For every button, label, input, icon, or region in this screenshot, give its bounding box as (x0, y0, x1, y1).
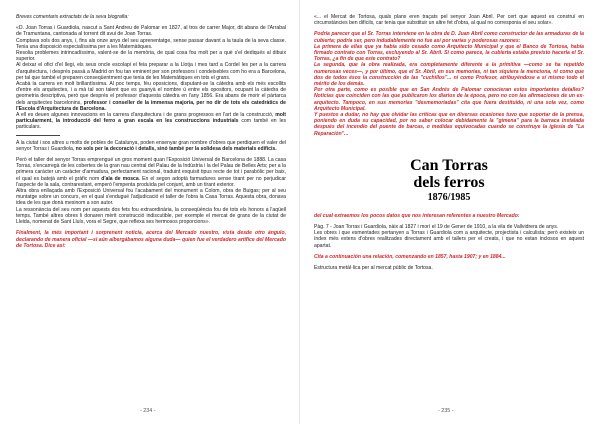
biography-paragraph-7-bold: no sols per la decoració i detalls, sinó també per la solidesa dels materials edificis. (75, 145, 277, 152)
excerpt-paragraph-3: Estructura metàl·lica per al mercat públic de Tortosa. (314, 265, 433, 272)
biography-paragraph-5 (16, 81, 286, 112)
right-page-number: - 235 - (438, 408, 454, 414)
commentary-red-7: Cita a continuación una relación, comenzando en 1857, hasta 1907; y en 1884... (314, 253, 506, 260)
biography-paragraph-8 (16, 157, 286, 188)
biography-paragraph-1: «D. Joan Torras i Guardiola, nascut a Sant Andreu de Palomar en 1827, al tros de carrer Major, dit abans de l'Arrabal de Tramuntana, cantonada al torrent dit avui de Joan Torras. (16, 25, 286, 38)
biography-paragraph-7 (16, 140, 286, 152)
left-page-number: - 234 - (140, 408, 156, 414)
biography-paragraph-5-bold: professor i conseller de la immensa majoria, per no dir de tots els catedràtics de l'Escola d'Arquitectura de Barcelona. (16, 99, 287, 112)
biography-paragraph-8-end: . En el segon adoptà farmadures sense tirant per no perjudicar l'aspecte de la sala, contrarestant, emperò l'empenta produïda pel conjunt, amb un tirant exterior. (16, 175, 286, 188)
right-page (300, 0, 600, 424)
book-title-line-1: Can Torras (410, 156, 488, 174)
final-remark-red: Finalment, la més important i sorprenent notícia, acerca del Mercado nuestro, vista desde otro ángulo, declarando de manera oficial —si aún albergábamos alguna duda— quien fue el verdadero artífice del Mercado de Tortosa. Dice así: (16, 230, 286, 249)
commentary-red-2: La primera de ellas que ya había sido cesado como Arquitecto Municipal y que el Banco de Tortosa, había firmado contrato con Torras, excluyendo al Sr. Abril. Si como parece, la cubierta estaba previsto hacerla el Sr. Torras, ¿a fin de que este contrato? (314, 43, 584, 63)
biography-paragraph-2: Comptava sols dos anys, i, fins als onze anys del seu aprenentatge, sense passar davant a la taula de la seva classe. Tenia una disposició especialíssima per a les Matemàtiques. (16, 37, 286, 50)
book-title-line-2: dels ferros (413, 173, 485, 191)
biography-paragraph-8-text: Però el taller del senyor Torras emprengué un gros moment quan l'Exposició Universal de Barcelona de 1888. La casa Torras, s'encarregà de les cobertes de la gran nau central del Palau de la Indústria i la del Palau de Belles Arts; per a la primera caràcter un caràcter d'armadura, perfectament racional, traduint exquisit tipus recte de tot i parabòlic per baix, el qual es batejà amb el gràfic nom (16, 157, 286, 182)
biography-paragraph-10: La ressonància del seu nom per aquests dos fets fou extraordinària, la conseqüència fou de tots els honors a l'aqüell temps. També altres obres li donaren mèrit construcció indiscutible, per exemple el mercat de grans de la ciutat de Lleida, nomenat de Sant Lluís, vora el Segre, que reflexa ses hermosos proporcions». (16, 206, 286, 226)
commentary-red-1: Podría parecer que el Sr. Torras interviene en la obra de D. Juan Abril como constructor de las armaduras de la cubierta; podría ser, pero indudablemente no fue así por varias y poderosas razones: (314, 31, 584, 44)
quote-paragraph: «... el Mercat de Tortosa, quals plans eren traçats pel senyor Joan Abril. Per cert que aquest es construí en circumstàncies ben difícils, car tenia que substituir un altre fet d'obra, al qual no corresponia el seu solar». (314, 14, 584, 27)
biography-paragraph-5-text: Acabà la carrera en molt brillantíssima. Al poc temps, féu oposicions, disputant-se la càtedra amb els més escollits d'entre els arquitectes, i a mà tal son talent que es guanyà el nombre ú entre els opositors, ocupant la càtedra de geometria descriptiva, però que després el professor d'aquesta càtedra en l'any 1856. Era abans de morir el pàrtarca dels arquitectes barcelonins, (16, 81, 286, 106)
book-title-years: 1876/1985 (427, 191, 471, 203)
excerpt-paragraph-2: Les obres i que esmentades pertanyen a Torras i Guardiola com a arquitecte, projectista i calculista; però existeix un índex més extens d'obres realitzades directament amb el tallers per el creats, i que no estan inclosos en aquest apartat. (314, 230, 584, 249)
commentary-red-3: La segunda, que la obra realizada, era completamente diferente a la primitiva —como se ha repetido numerosas veces—, y por último, que el Sr. Abril, en sus memorias, ni tan siquiera la menciona, ni como que dos de todos ésos la construcción de las "cuchillos"... ni como Profesor, atribuyéndose a sí mismo todo el mérito de los demás. (314, 62, 584, 88)
left-page-header: Breves comentaris extractats de la seva biografia: (16, 14, 129, 20)
biography-paragraph-6-end: com també en les particulars. (16, 118, 287, 131)
biography-paragraph-3: Resolia problemes intrincadíssims, valent-se de la memòria, de qual cosa fou molt per a què s'el dediqués al dibuix superior. (16, 50, 286, 63)
commentary-red-6: del cual extraemos los pocos datos que nos interesan referentes a nuestro Mercado: (314, 212, 520, 219)
biography-paragraph-6 (16, 112, 286, 131)
book-title-block (314, 157, 584, 203)
biography-paragraph-8-bold: d'ala de mosca (101, 175, 139, 182)
biography-paragraph-6-bold: molt particularment, la introducció del ferro a gran escala en les construccions industrials (16, 112, 286, 125)
excerpt-paragraph-1: Pàg. 7 - Joan Torras i Guardiola, nàix al 1827 i morí el 19 de Gener de 1910, a la vila de Vallvidrera de anys. (314, 224, 559, 231)
biography-paragraph-7-text: A la ciutat i sos altres u molts de pobles de Catalunya, poden ensenyar gran nombre d'obres que perdiquen el valer del senyor Torras i Guardiola, (16, 139, 286, 152)
biography-paragraph-9: Altra obra enllaçada amb l'Exposició Universal fou l'acabament del monument a Colom, obra de Buigas; per al seu muntatge sobre un concurs, en el qual s'endugué l'adjudicació el taller de l'obra la Casa Torras. Aquesta obra, donava idea de les que donà mesinom a son autor. (16, 188, 286, 207)
section-rule (16, 135, 60, 136)
biography-paragraph-4: Al deixar el ofici d'el llegi, els seus oncle escolapi el feia preparar a la Llotja i mes tard a Cordel les per a la carrera d'arquitectura, i després passà a Madrid on fou tan eminent per son professors i condeixebles com ho era a Barcelona, per tal que també el preparen conseqüentment que tenia de les Matemàtiques en tots el grans. (16, 62, 286, 81)
commentary-red-4: Por otra parte, como es posible que en San Andrés de Palomar conocieran estos importantes detalles? Noticias que coinciden con las que publicaron los diarios de la época, pero no con las afirmaciones de un ex-arquitecto. Tampoco, en sus memorias "desmemoriadas" cita que fuera destituido, ni una sola vez, como Arquitecto Municipal. (314, 87, 584, 112)
commentary-red-5: Y puestos a dudar, no hay que olvidar las críticas que en diversas ocasiones tuvo que soportar de la prensa, poniendo en duda su capacidad, por no saber colocar debidamente la "gimena" para la barraca instalada después del incendio del puente de barcas, o medidas equivocadas cuando se construye la iglesia de "La Reparación"... (314, 112, 584, 137)
biography-paragraph-6-text: A ell es deuen algunes innovacions en la carrera d'arquitectura i de grans progressos en l'art de la construcció, (16, 112, 274, 119)
